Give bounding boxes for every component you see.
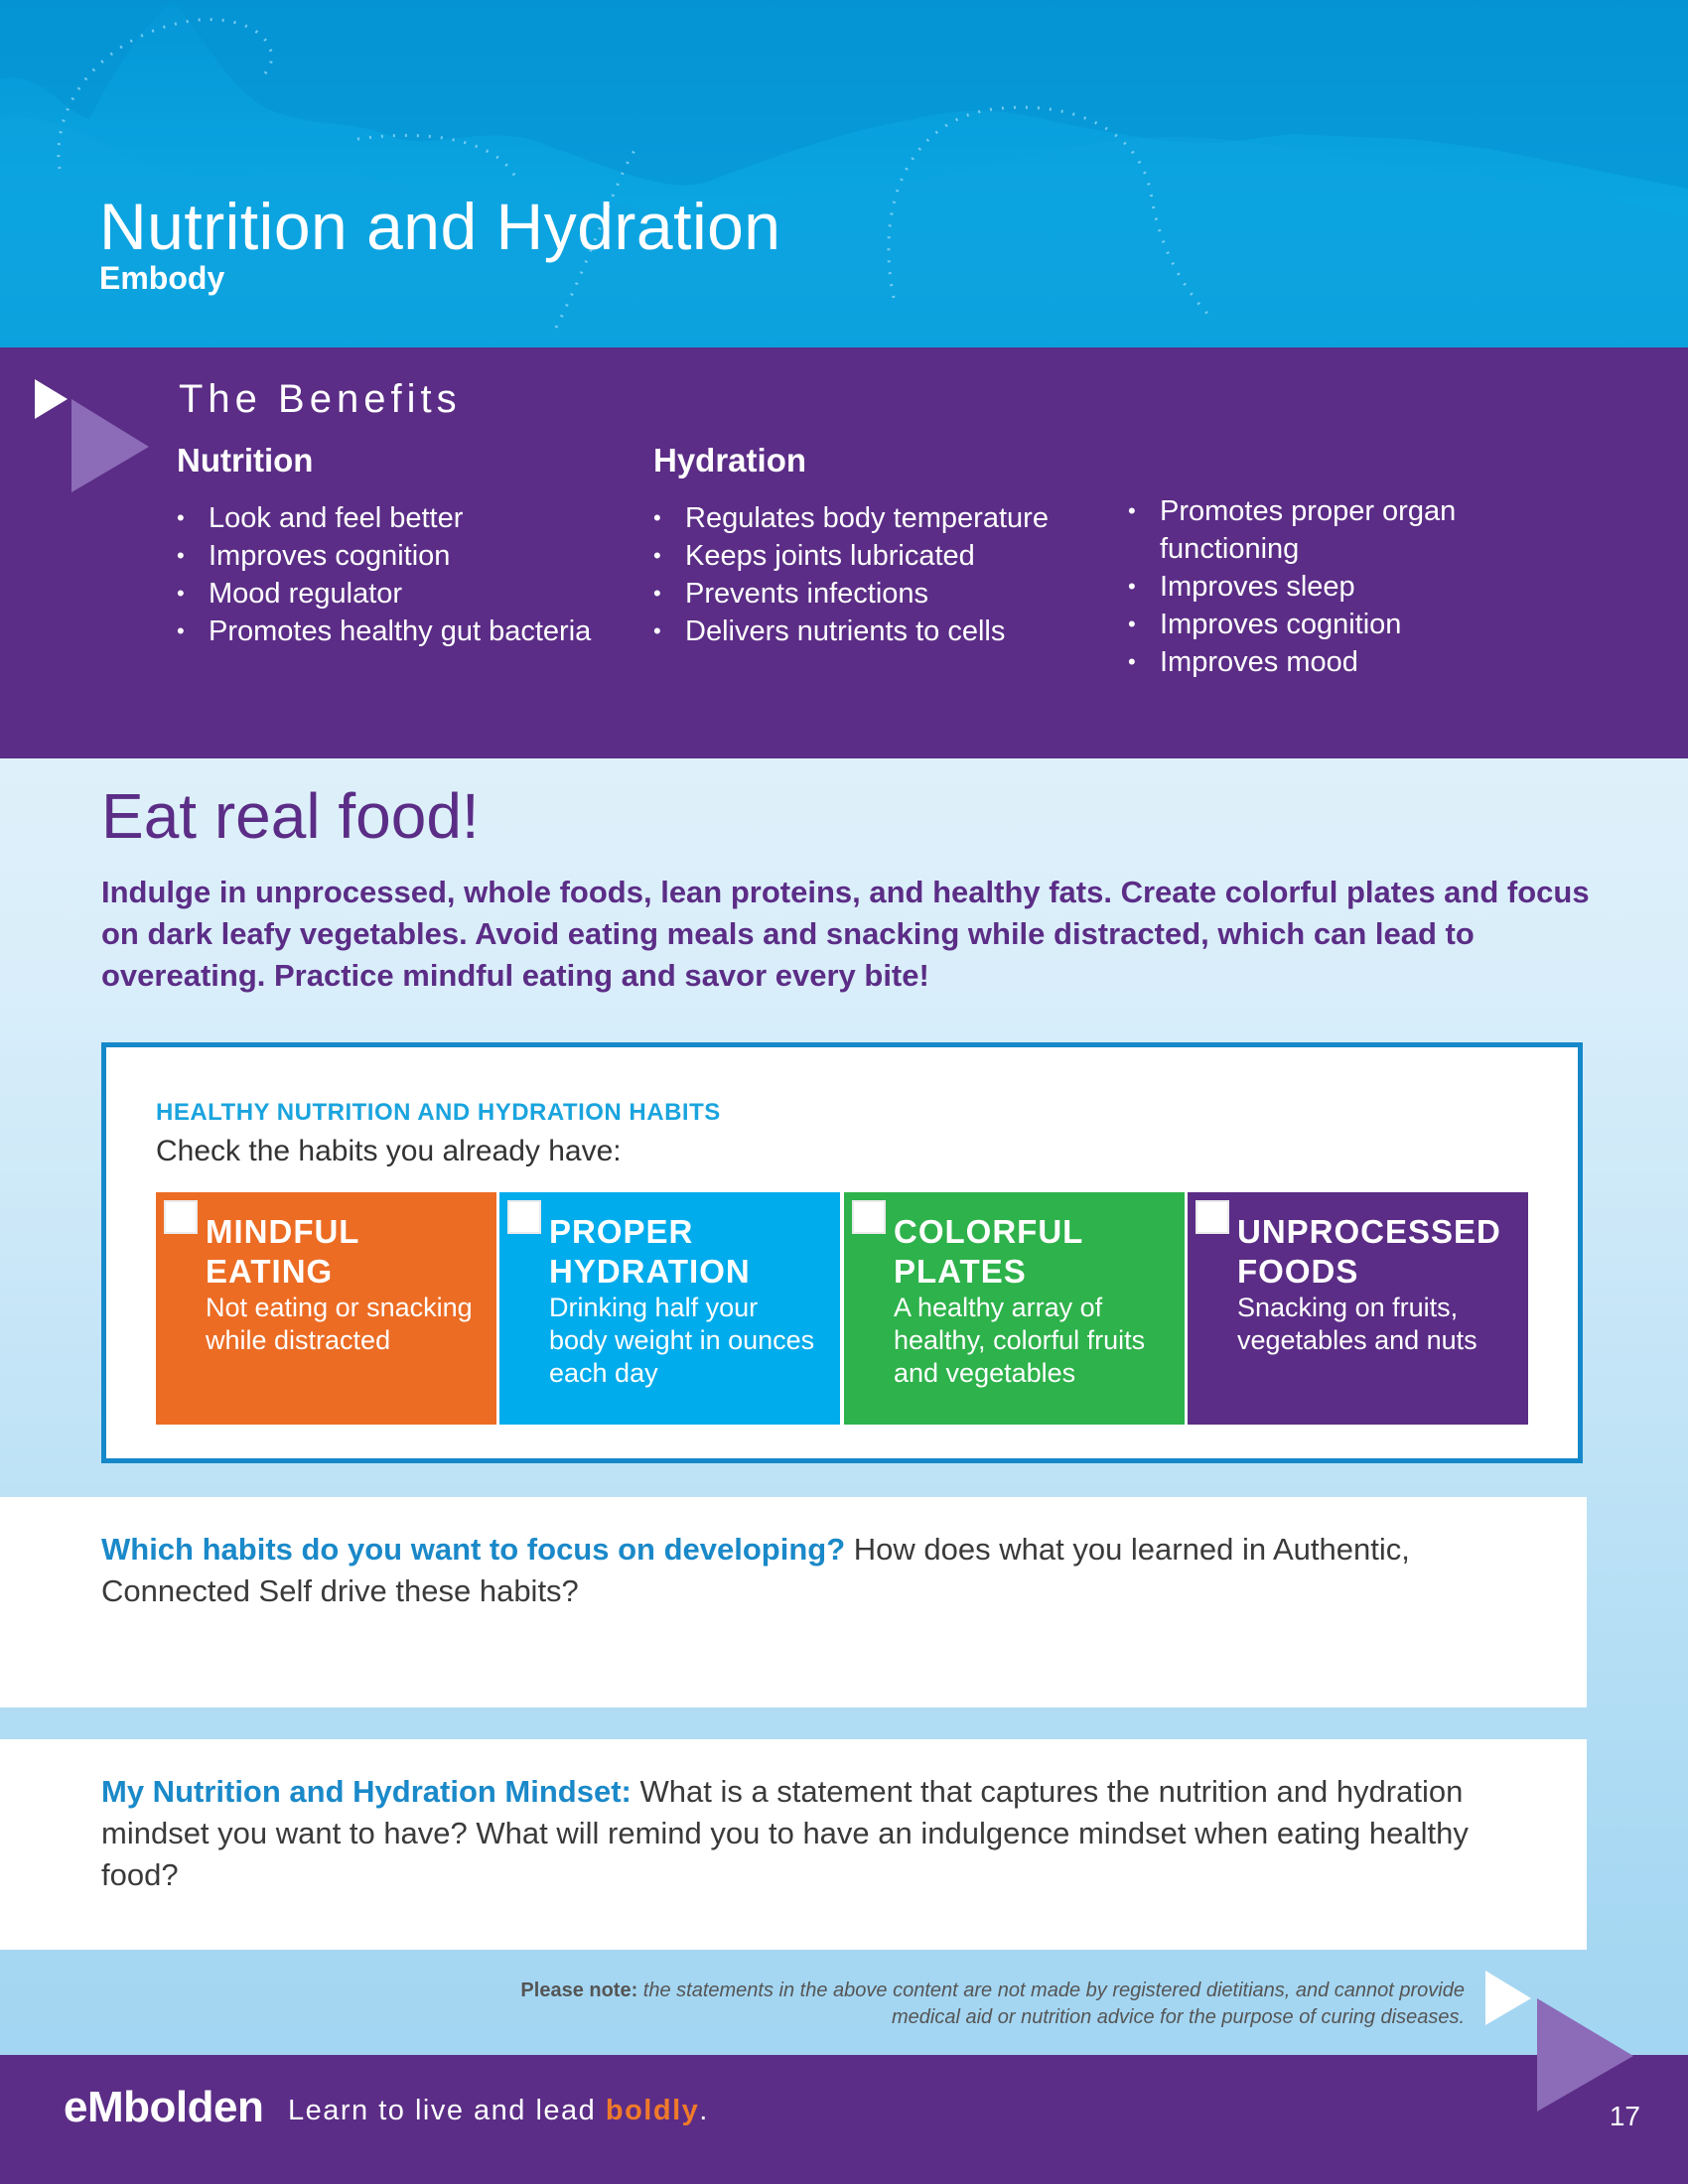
habit-title: UNPROCESSED FOODS — [1237, 1213, 1501, 1290]
list-item: • Improves sleep — [1128, 568, 1545, 606]
header-banner — [0, 0, 1688, 347]
habits-checklist — [101, 1042, 1583, 1463]
mindset-question — [101, 1771, 1551, 1896]
habit-card-unprocessed-foods — [1188, 1192, 1528, 1425]
habit-card-proper-hydration — [499, 1192, 840, 1425]
hydration-benefits-continued — [1128, 492, 1545, 681]
mindset-question-panel[interactable] — [0, 1739, 1587, 1950]
benefits-section — [0, 347, 1688, 758]
list-item: • Prevents infections — [653, 575, 1049, 613]
list-item: • Promotes proper organ functioning — [1128, 492, 1545, 568]
nutrition-benefits — [177, 442, 591, 650]
intro-paragraph: Indulge in unprocessed, whole foods, lean proteins, and healthy fats. Create colorful plates and focus on dark leafy vegetables. Avoid eating meals and snacking while distracted, which can lead to overeating. Practice mindful eating and savor every bite! — [101, 875, 1590, 993]
habits-label: HEALTHY NUTRITION AND HYDRATION HABITS — [156, 1099, 721, 1126]
disclaimer-text: the statements in the above content are not made by registered dietitians, and cannot provide medical aid or nutrition advice for the purpose of curing diseases. — [637, 1979, 1465, 2028]
focus-question — [101, 1529, 1551, 1612]
brand-logo: eMbolden — [64, 2083, 264, 2131]
habit-card-mindful-eating — [156, 1192, 496, 1425]
list-item: • Regulates body temperature — [653, 499, 1049, 537]
habits-instruction: Check the habits you already have: — [156, 1135, 622, 1167]
mindset-question-text: What is a statement that captures the nutrition and hydration mindset you want to have? What will remind you to have an indulgence mindset when eating healthy food? — [101, 1774, 1469, 1892]
disclaimer-lead: Please note: — [520, 1979, 638, 2001]
focus-question-panel[interactable] — [0, 1497, 1587, 1707]
habit-description: Snacking on fruits, vegetables and nuts — [1237, 1293, 1477, 1355]
habit-cards — [156, 1192, 1530, 1425]
list-item: • Improves cognition — [1128, 606, 1545, 643]
list-item: • Improves mood — [1128, 643, 1545, 681]
tagline-accent: boldly — [605, 2095, 700, 2126]
page-number: 17 — [1609, 2101, 1640, 2131]
habit-checkbox[interactable] — [852, 1200, 886, 1234]
footer — [0, 2055, 1688, 2184]
habit-checkbox[interactable] — [507, 1200, 541, 1234]
list-item: • Look and feel better — [177, 499, 591, 537]
benefits-heading: The Benefits — [179, 377, 462, 421]
list-item: • Keeps joints lubricated — [653, 537, 1049, 575]
focus-question-text: How does what you learned in Authentic, Connected Self drive these habits? — [101, 1532, 1410, 1608]
tagline — [288, 2095, 709, 2127]
habit-description: A healthy array of healthy, colorful fruits and vegetables — [894, 1293, 1146, 1388]
mindset-question-lead: My Nutrition and Hydration Mindset: — [101, 1774, 632, 1809]
list-item: • Delivers nutrients to cells — [653, 613, 1049, 650]
habit-card-colorful-plates — [844, 1192, 1185, 1425]
habit-checkbox[interactable] — [1196, 1200, 1229, 1234]
focus-question-lead: Which habits do you want to focus on developing? — [101, 1532, 846, 1567]
habit-description: Drinking half your body weight in ounces each day — [549, 1293, 815, 1388]
hydration-heading: Hydration — [653, 442, 807, 478]
play-arrow-icon — [0, 347, 169, 506]
play-arrow-icon — [1479, 1971, 1638, 2119]
hydration-benefits — [653, 442, 1049, 650]
habit-description: Not eating or snacking while distracted — [206, 1293, 473, 1355]
page-title: Nutrition and Hydration — [99, 190, 781, 263]
tagline-end: . — [699, 2095, 709, 2126]
habit-checkbox[interactable] — [164, 1200, 198, 1234]
habit-title: PROPER HYDRATION — [549, 1213, 751, 1290]
section-title: Eat real food! — [101, 780, 480, 852]
habit-title: COLORFUL PLATES — [894, 1213, 1083, 1290]
list-item: • Mood regulator — [177, 575, 591, 613]
list-item: • Promotes healthy gut bacteria — [177, 613, 591, 650]
tagline-start: Learn to live and lead — [288, 2095, 606, 2126]
list-item: • Improves cognition — [177, 537, 591, 575]
habit-title: MINDFUL EATING — [206, 1213, 359, 1290]
mountain-background-graphic — [0, 0, 1688, 347]
nutrition-heading: Nutrition — [177, 442, 314, 478]
page-subtitle: Embody — [99, 260, 225, 296]
disclaimer-note — [472, 1978, 1465, 2031]
